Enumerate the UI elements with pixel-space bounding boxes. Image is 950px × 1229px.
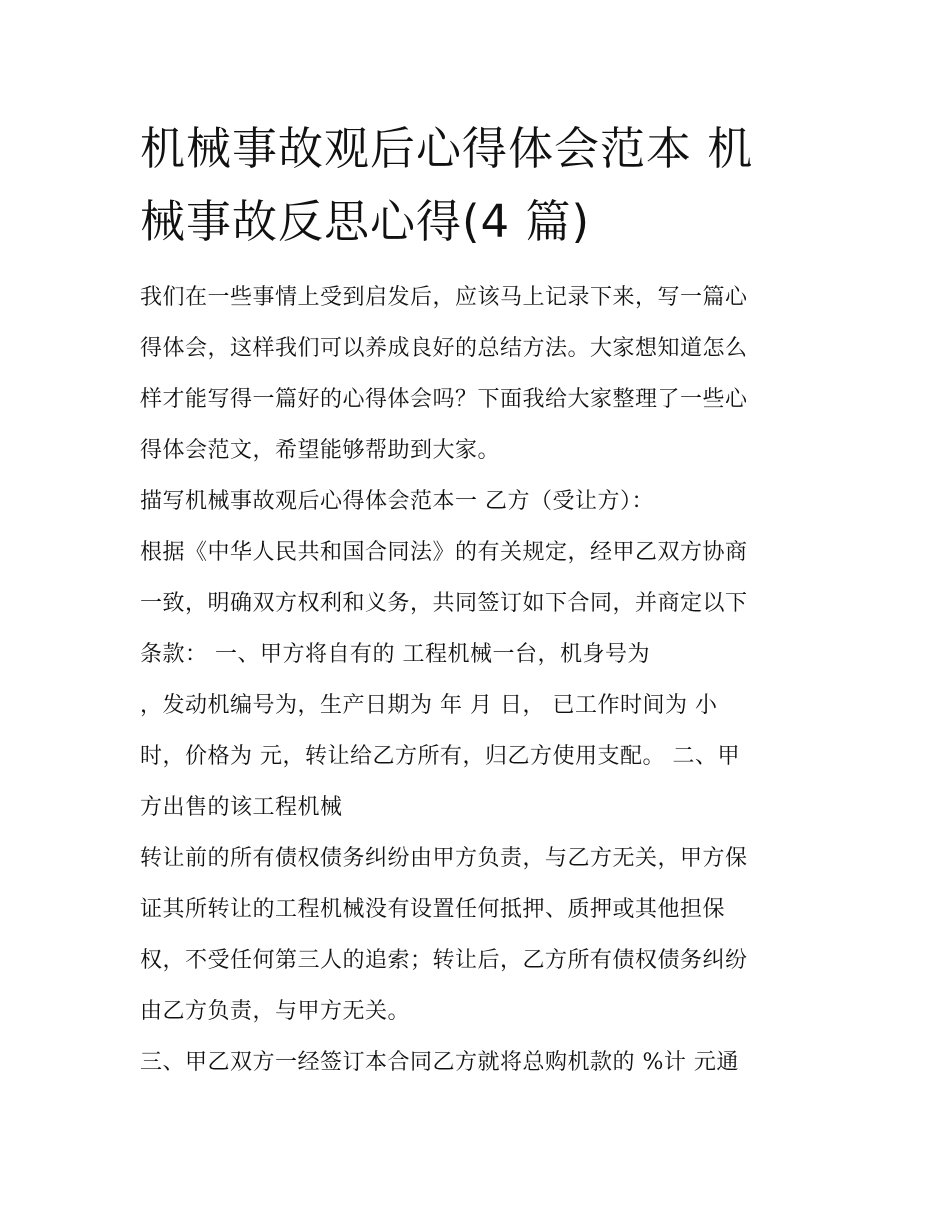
body-line-3: 样才能写得一篇好的心得体会吗？下面我给大家整理了一些心	[140, 387, 748, 412]
body-line-13: 证其所转让的工程机械没有设置任何抵押、质押或其他担保	[140, 897, 726, 922]
body-line-16: 三、甲乙双方一经签订本合同乙方就将总购机款的 %计 元通	[140, 1050, 739, 1075]
body-line-2: 得体会，这样我们可以养成良好的总结方法。大家想知道怎么	[140, 336, 748, 361]
document-body	[140, 272, 812, 1088]
document-page	[140, 112, 812, 1088]
body-line-15: 由乙方负责，与甲方无关。	[140, 999, 411, 1024]
title-line-1: 机械事故观后心得体会范本 机	[140, 122, 754, 175]
body-line-14: 权，不受任何第三人的追索；转让后，乙方所有债权债务纠纷	[140, 948, 748, 973]
body-line-11: 方出售的该工程机械	[140, 795, 343, 820]
body-line-1: 我们在一些事情上受到启发后，应该马上记录下来，写一篇心	[140, 285, 748, 310]
body-line-10: 时，价格为 元，转让给乙方所有，归乙方使用支配。 二、甲	[140, 744, 740, 769]
body-line-6: 根据《中华人民共和国合同法》的有关规定，经甲乙双方协商	[140, 540, 748, 565]
body-line-9: ，发动机编号为，生产日期为 年 月 日， 已工作时间为 小	[140, 693, 718, 718]
body-line-12: 转让前的所有债权债务纠纷由甲方负责，与乙方无关，甲方保	[140, 846, 748, 871]
document-title	[140, 112, 812, 258]
body-line-8: 条款： 一、甲方将自有的 工程机械一台，机身号为	[140, 642, 650, 667]
body-line-5: 描写机械事故观后心得体会范本一 乙方（受让方）：	[140, 489, 654, 514]
title-line-2: 械事故反思心得(4 篇)	[140, 195, 591, 248]
body-line-7: 一致，明确双方权利和义务，共同签订如下合同，并商定以下	[140, 591, 748, 616]
body-line-4: 得体会范文，希望能够帮助到大家。	[140, 438, 501, 463]
